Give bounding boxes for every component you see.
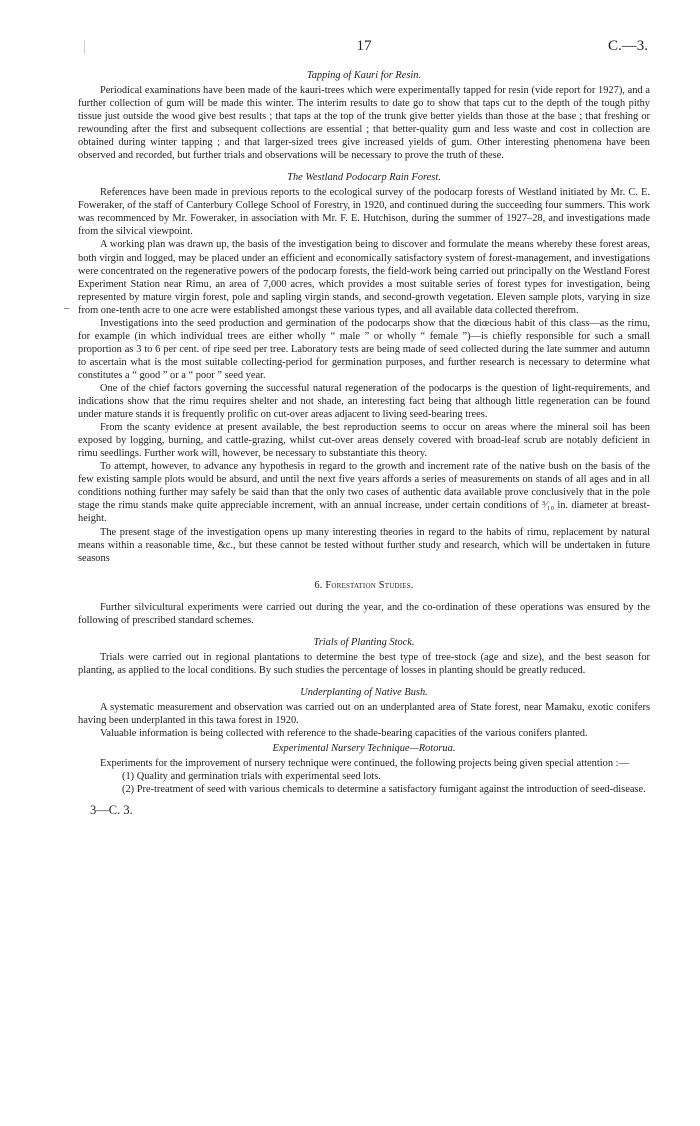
list-item: (2) Pre-treatment of seed with various chemicals to determine a satisfactory fumigant against the introduction of seed-disease. (122, 784, 646, 796)
paragraph: To attempt, however, to advance any hypothesis in regard to the growth and increment rate of the native bush on the basis of the few existing sample plots would be absurd, and until the next five years affords a series of measurements on stands of all ages and in all conditions nothing further may safely be said than that the only two cases of authentic data available prove conclusively that in the pole stage the rimu stands make quite appreciable increment, with an annual increase, under certain conditions of ³⁄₁₀ in. diameter at breast-height. (78, 461, 650, 525)
paragraph: Valuable information is being collected with reference to the shade-bearing capacities of the various conifers planted. (100, 727, 588, 739)
section-heading: The Westland Podocarp Rain Forest. (287, 172, 441, 184)
section-tapping-kauri (78, 69, 650, 162)
section-heading: Experimental Nursery Technique—Rotorua. (272, 742, 456, 754)
list-item: (1) Quality and germination trials with experimental seed lots. (122, 771, 381, 783)
paragraph: Periodical examinations have been made of the kauri-trees which were experimentally tapped for resin (vide report for 1927), and a further collection of gum will be made this winter. The interim results to date go to show that taps cut to the depth of the tough pithy tissue just outside the wood give best results ; that taps at the top of the trunk give better yields than those at the base ; that freshing or rewounding after the first and subsequent collections are essential ; that better-quality gum and less waste and cost in collection are obtained during winter tapping ; and that larger-sized trees give increased yields of gum. Other interesting phenomena have been observed and recorded, but further trials and observations will be necessary to prove the truth of these. (78, 85, 650, 162)
paragraph: A working plan was drawn up, the basis of the investigation being to discover and formulate the means whereby these forest areas, both virgin and logged, may be placed under an efficient and economically satisfactory system of forest-management, and investigations were concentrated on the regenerative powers of the podocarp forests, the field-work being carried out principally on the Westland Forest Experiment Station near Rimu, an area of 7,000 acres, which provides a most suitable series of forest types for investigation, being represented by mature virgin forest, pole and sapling virgin stands, and second-growth vegetation. Eleven sample plots, varying in size from one-tenth acre to one acre were established amongst these various types, and all available data collected therefrom. (78, 239, 650, 316)
paragraph: Further silvicultural experiments were carried out during the year, and the co-ordination of these operations was ensured by the following of prescribed standard schemes. (78, 601, 650, 626)
section-heading: Tapping of Kauri for Resin. (306, 70, 422, 81)
paragraph: Investigations into the seed production and germination of the podocarps show that the diœcious habit of this class—as the rimu, for example (in which individual trees are either wholly “ male ” or wholly “ female ”)—is chiefly responsible for such a small proportion as 3 to 6 per cent. of ripe seed per tree. Laboratory tests are being made of seed collected during the late summer and autumn to ascertain what is the most suitable collecting-period for germination purposes, and further research is necessary to determine what constitutes a “ good ” or a “ poor ” seed year. (78, 317, 650, 381)
section-heading: 6. Forestation Studies. (314, 579, 414, 591)
section-underplanting (78, 686, 650, 740)
document-page (78, 38, 650, 818)
document-reference: C.—3. (607, 38, 648, 54)
section-heading: Trials of Planting Stock. (313, 636, 415, 648)
paragraph: Experiments for the improvement of nursery technique were continued, the following projects being given special attention :— (100, 757, 629, 769)
paragraph: The present stage of the investigation opens up many interesting theories in regard to the habits of rimu, replacement by natural means within a reasonable time, &c., but these cannot be tested without further study and research, which will be undertaken in future seasons (78, 526, 650, 564)
page-number: 17 (356, 38, 372, 54)
paragraph: References have been made in previous reports to the ecological survey of the podocarp forests of Westland initiated by Mr. C. E. Foweraker, of the staff of Canterbury College School of Forestry, in 1920, and continued during the succeeding four summers. This work was recommenced by Mr. Foweraker, in association with Mr. F. E. Hutchison, during the summer of 1927–28, and investigations made from the silvical viewpoint. (78, 187, 650, 238)
section-heading: Underplanting of Native Bush. (300, 686, 428, 698)
margin-mark (64, 308, 69, 309)
paragraph: Trials were carried out in regional plantations to determine the best type of tree-stock (age and size), and the best season for planting, as applied to the local conditions. By such studies the percentage of losses in planting should be greatly reduced. (78, 651, 650, 676)
signature-mark: 3—C. 3. (90, 803, 133, 818)
paragraph: From the scanty evidence at present available, the best reproduction seems to occur on areas where the mineral soil has been exposed by logging, burning, and cattle-grazing, whilst cut-over areas densely covered with broad-leaf scrub are notably deficient in rimu seedlings. Further work will, however, be necessary to substantiate this theory. (78, 422, 650, 460)
binding-crease (84, 40, 85, 54)
page-header (78, 38, 650, 62)
section-westland-podocarp (78, 171, 650, 564)
paragraph: One of the chief factors governing the successful natural regeneration of the podocarps is the question of light-requirements, and indications show that the rimu requires shelter and not shade, an interesting fact being that although little regeneration can be found under mature stands it is frequently prolific on cut-over areas adjacent to living seed-bearing trees. (78, 382, 650, 421)
section-forestation-studies (78, 579, 650, 627)
section-planting-stock (78, 636, 650, 677)
section-nursery-technique (78, 742, 650, 796)
paragraph: A systematic measurement and observation was carried out on an underplanted area of State forest, near Mamaku, exotic conifers having been underplanted in this tawa forest in 1920. (78, 701, 650, 726)
